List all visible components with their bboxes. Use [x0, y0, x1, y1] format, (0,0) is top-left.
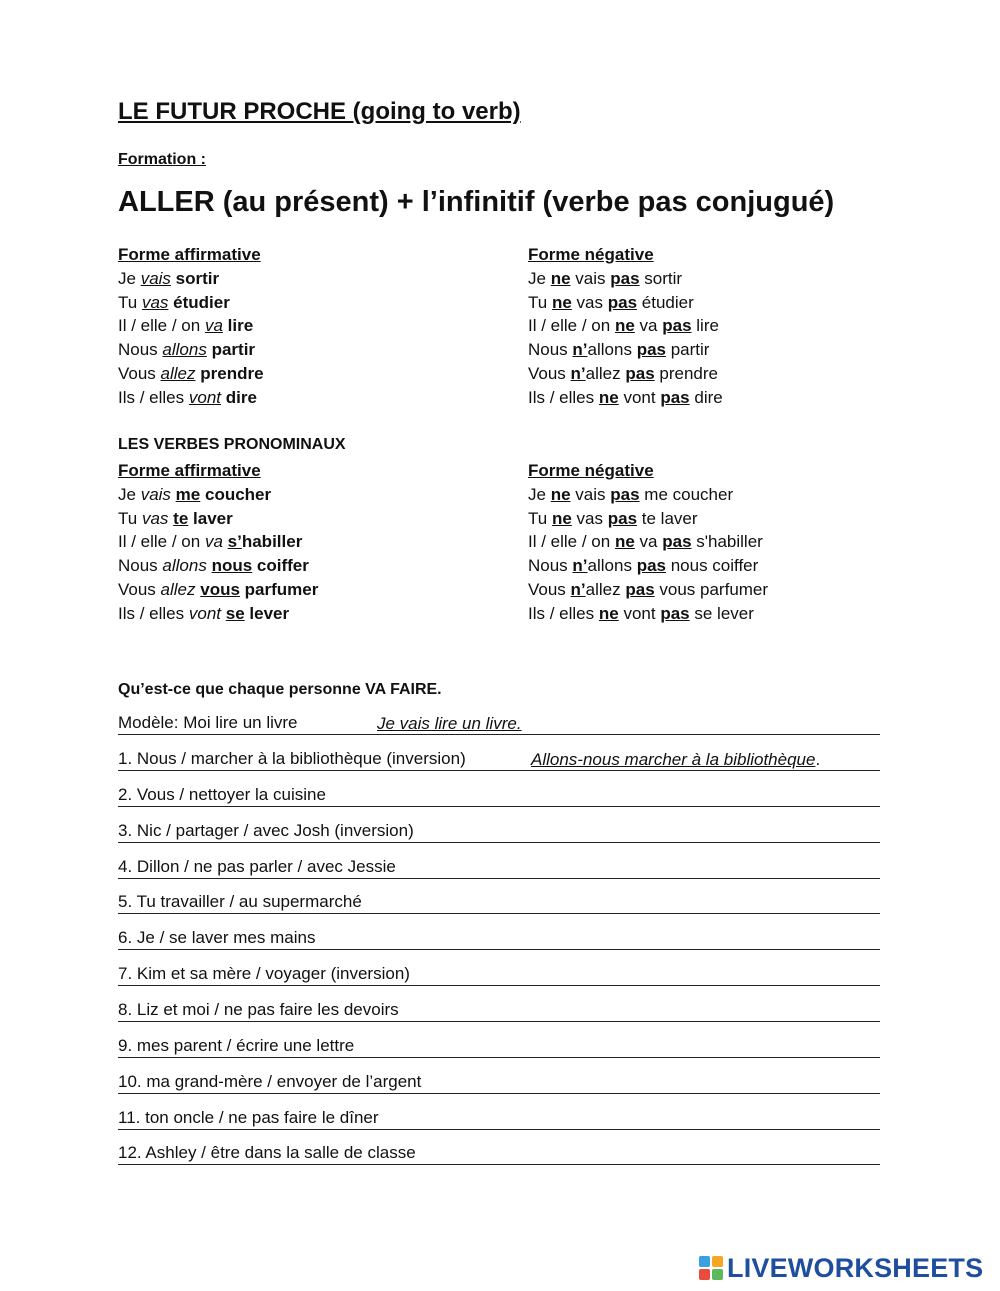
exercise-item [118, 749, 880, 773]
negation-pas: pas [610, 484, 640, 504]
answer-line[interactable] [118, 842, 880, 843]
infinitive: partir [670, 340, 710, 360]
subject: Il / elle / on [118, 532, 201, 552]
answer-line[interactable] [118, 1093, 880, 1094]
subject: Je [118, 484, 136, 504]
negation-pas: pas [662, 532, 692, 552]
conjugation-row [118, 530, 318, 554]
aller-form: vas [141, 292, 169, 312]
aller-form: allez [160, 579, 196, 599]
pronominal-affirmative-list [118, 459, 318, 626]
pronominal-verbs-title: LES VERBES PRONOMINAUX [118, 436, 346, 453]
subject: Je [118, 268, 136, 288]
infinitive: lire [696, 316, 719, 336]
subject: Nous [118, 556, 158, 576]
exercise-item [118, 1143, 880, 1167]
conjugation-row [528, 507, 768, 531]
negation-ne: n’ [572, 556, 588, 576]
conjugation-row [528, 530, 768, 554]
subject: Ils / elles [528, 387, 595, 407]
infinitive: lever [249, 603, 290, 623]
subject: Il / elle / on [118, 316, 201, 336]
subject: Vous [528, 363, 566, 383]
infinitive: habiller [241, 532, 303, 552]
exercise-prompt: 4. Dillon / ne pas parler / avec Jessie [118, 857, 400, 876]
exercise-item [118, 821, 880, 845]
infinitive: sortir [175, 268, 220, 288]
infinitive: se lever [694, 603, 754, 623]
exercise-item [118, 928, 880, 952]
pronominal-negative-list [528, 459, 768, 626]
subject: Tu [118, 508, 138, 528]
negation-pas: pas [660, 603, 690, 623]
pronominal-affirmative-header: Forme affirmative [118, 461, 261, 480]
subject: Ils / elles [528, 603, 595, 623]
exercise-item [118, 1036, 880, 1060]
aller-form: allez [160, 363, 196, 383]
infinitive: dire [225, 387, 257, 407]
conjugation-row [528, 554, 768, 578]
negation-pas: pas [610, 268, 640, 288]
conjugation-row [118, 291, 264, 315]
exercise-prompt: 10. ma grand-mère / envoyer de l’argent [118, 1072, 425, 1091]
subject: Tu [118, 292, 138, 312]
conjugation-row [118, 362, 264, 386]
conjugation-row [528, 483, 768, 507]
page-title: LE FUTUR PROCHE (going to verb) [118, 98, 521, 125]
answer-line[interactable] [118, 806, 880, 807]
answer-line[interactable] [118, 1129, 880, 1130]
aller-form: allons [587, 340, 632, 360]
affirmative-conjugation-list [118, 243, 264, 410]
infinitive: sortir [644, 268, 683, 288]
exercise-prompt: Modèle: Moi lire un livre [118, 713, 302, 732]
conjugation-row [118, 483, 318, 507]
conjugation-row [118, 386, 264, 410]
aller-form: vas [576, 508, 603, 528]
infinitive: étudier [641, 292, 694, 312]
negation-ne: ne [598, 387, 619, 407]
exercise-prompt: 1. Nous / marcher à la bibliothèque (inversion) [118, 749, 470, 768]
infinitive: dire [694, 387, 723, 407]
aller-form: vais [575, 268, 606, 288]
answer-value: Je vais lire un livre. [377, 714, 522, 733]
infinitive: coucher [204, 484, 272, 504]
subject: Nous [528, 340, 568, 360]
reflexive-pronoun: te [173, 508, 189, 528]
logo-text: LIVEWORKSHEETS [727, 1252, 984, 1283]
negation-pas: pas [636, 556, 666, 576]
conjugation-row [118, 314, 264, 338]
exercise-item [118, 964, 880, 988]
negation-pas: pas [625, 363, 655, 383]
formation-rule: ALLER (au présent) + l’infinitif (verbe pas conjugué) [118, 186, 835, 218]
negation-pas: pas [660, 387, 690, 407]
conjugation-row [528, 314, 723, 338]
negation-ne: ne [551, 508, 572, 528]
affirmative-header: Forme affirmative [118, 245, 261, 264]
answer-value: Allons-nous marcher à la bibliothèque [531, 750, 816, 769]
subject: Je [528, 484, 546, 504]
aller-form: vas [141, 508, 169, 528]
conjugation-row [528, 362, 723, 386]
answer-line[interactable] [118, 913, 880, 914]
conjugation-row [528, 578, 768, 602]
exercise-prompt: 8. Liz et moi / ne pas faire les devoirs [118, 1000, 403, 1019]
aller-form: va [204, 532, 223, 552]
answer-text [376, 714, 523, 734]
infinitive: te laver [641, 508, 698, 528]
reflexive-pronoun: vous [200, 579, 240, 599]
aller-form: allons [162, 340, 207, 360]
subject: Vous [118, 579, 156, 599]
exercise-prompt: 2. Vous / nettoyer la cuisine [118, 785, 330, 804]
exercise-prompt: 11. ton oncle / ne pas faire le dîner [118, 1108, 383, 1127]
aller-form: allez [585, 579, 621, 599]
reflexive-pronoun: s’ [227, 532, 242, 552]
exercise-item [118, 1000, 880, 1024]
infinitive: me coucher [644, 484, 734, 504]
conjugation-row [528, 602, 768, 626]
exercise-item [118, 1108, 880, 1132]
negation-pas: pas [607, 508, 638, 528]
infinitive: laver [193, 508, 233, 528]
negation-ne: n’ [570, 579, 586, 599]
aller-form: vont [188, 387, 222, 407]
conjugation-row [528, 338, 723, 362]
subject: Vous [118, 363, 156, 383]
answer-line[interactable] [118, 1164, 880, 1165]
aller-form: allez [585, 363, 621, 383]
infinitive: partir [211, 340, 256, 360]
subject: Nous [528, 556, 568, 576]
subject: Vous [528, 579, 566, 599]
exercise-prompt: 6. Je / se laver mes mains [118, 928, 319, 947]
exercise-item [118, 857, 880, 881]
infinitive: parfumer [244, 579, 319, 599]
reflexive-pronoun: se [225, 603, 245, 623]
formation-label: Formation : [118, 151, 206, 168]
aller-form: allons [587, 556, 632, 576]
conjugation-row [528, 291, 723, 315]
infinitive: vous parfumer [659, 579, 769, 599]
conjugation-row [118, 267, 264, 291]
exercise-prompt: 9. mes parent / écrire une lettre [118, 1036, 358, 1055]
liveworksheets-logo [699, 1253, 983, 1283]
negation-ne: n’ [572, 340, 588, 360]
conjugation-row [528, 386, 723, 410]
answer-line[interactable] [118, 949, 880, 950]
exercise-prompt: 7. Kim et sa mère / voyager (inversion) [118, 964, 414, 983]
conjugation-row [118, 338, 264, 362]
answer-line[interactable] [118, 878, 880, 879]
reflexive-pronoun: nous [211, 556, 253, 576]
exercise-item [118, 1072, 880, 1096]
aller-form: va [639, 532, 658, 552]
pronominal-negative-header: Forme négative [528, 461, 654, 480]
example-item [118, 713, 880, 737]
answer-line[interactable] [118, 1021, 880, 1022]
infinitive: coiffer [256, 556, 309, 576]
liveworksheets-logo-icon [699, 1256, 723, 1280]
conjugation-row [528, 267, 723, 291]
negation-pas: pas [636, 340, 666, 360]
subject: Je [528, 268, 546, 288]
exercise-title: Qu’est-ce que chaque personne VA FAIRE. [118, 681, 442, 698]
infinitive: lire [227, 316, 254, 336]
answer-line[interactable] [118, 1057, 880, 1058]
negative-header: Forme négative [528, 245, 654, 264]
conjugation-row [118, 578, 318, 602]
negation-pas: pas [662, 316, 692, 336]
subject: Ils / elles [118, 387, 185, 407]
aller-form: vont [623, 387, 656, 407]
conjugation-row [118, 602, 318, 626]
subject: Il / elle / on [528, 532, 611, 552]
negation-ne: ne [551, 292, 572, 312]
exercise-item [118, 785, 880, 809]
negation-ne: ne [550, 268, 571, 288]
negation-pas: pas [625, 579, 655, 599]
aller-form: va [639, 316, 658, 336]
negation-ne: ne [614, 532, 635, 552]
aller-form: vais [575, 484, 606, 504]
subject: Tu [528, 508, 548, 528]
answer-line[interactable] [118, 734, 880, 735]
exercise-prompt: 12. Ashley / être dans la salle de classe [118, 1143, 420, 1162]
conjugation-row [118, 554, 318, 578]
exercise-prompt: 5. Tu travailler / au supermarché [118, 892, 366, 911]
answer-line[interactable] [118, 770, 880, 771]
answer-suffix: . [815, 750, 821, 769]
answer-text [530, 750, 821, 770]
aller-form: vont [623, 603, 656, 623]
negation-ne: ne [614, 316, 635, 336]
negation-ne: ne [550, 484, 571, 504]
subject: Tu [528, 292, 548, 312]
subject: Ils / elles [118, 603, 185, 623]
infinitive: s'habiller [696, 532, 763, 552]
subject: Nous [118, 340, 158, 360]
exercise-item [118, 892, 880, 916]
negative-conjugation-list [528, 243, 723, 410]
aller-form: vais [140, 268, 171, 288]
answer-line[interactable] [118, 985, 880, 986]
infinitive: prendre [659, 363, 718, 383]
infinitive: prendre [200, 363, 264, 383]
subject: Il / elle / on [528, 316, 611, 336]
conjugation-row [118, 507, 318, 531]
aller-form: vont [188, 603, 222, 623]
infinitive: nous coiffer [670, 556, 759, 576]
reflexive-pronoun: me [175, 484, 201, 504]
negation-ne: ne [598, 603, 619, 623]
aller-form: va [204, 316, 223, 336]
infinitive: étudier [173, 292, 230, 312]
exercise-prompt: 3. Nic / partager / avec Josh (inversion) [118, 821, 418, 840]
negation-ne: n’ [570, 363, 586, 383]
negation-pas: pas [607, 292, 638, 312]
aller-form: vas [576, 292, 603, 312]
aller-form: allons [162, 556, 207, 576]
aller-form: vais [140, 484, 171, 504]
